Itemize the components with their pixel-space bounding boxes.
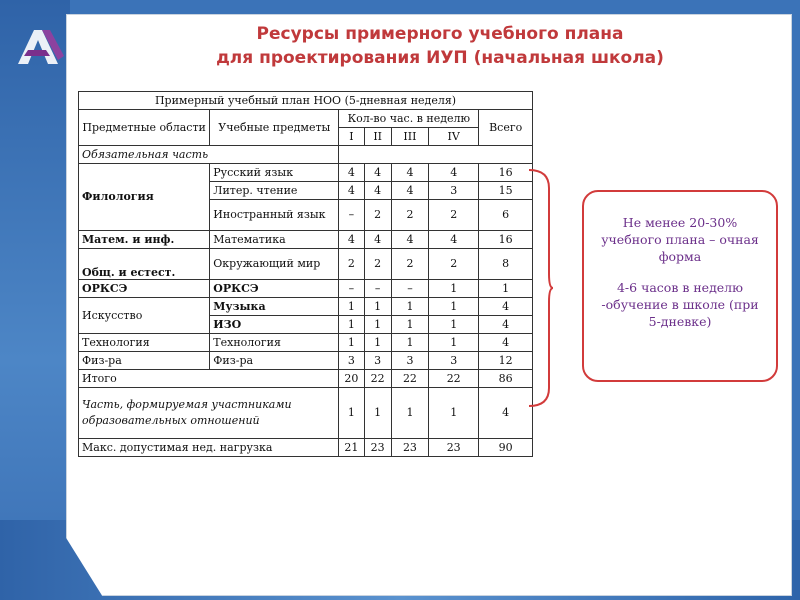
value-cell: – [339, 200, 364, 231]
value-cell: 2 [364, 200, 391, 231]
value-cell: 2 [429, 249, 479, 280]
value-cell: 1 [364, 388, 391, 439]
value-cell: 4 [429, 231, 479, 249]
value-cell: 1 [364, 298, 391, 316]
value-cell: 1 [429, 316, 479, 334]
value-cell: 1 [364, 334, 391, 352]
subject-cell: ИЗО [210, 316, 339, 334]
page-title [160, 22, 720, 70]
subject-cell: Иностранный язык [210, 200, 339, 231]
total-cell: 16 [479, 231, 533, 249]
subject-cell: Технология [210, 334, 339, 352]
subject-cell: Окружающий мир [210, 249, 339, 280]
table-row [79, 334, 533, 352]
value-cell: 1 [429, 388, 479, 439]
value-cell: 21 [339, 439, 364, 457]
value-cell: 4 [339, 182, 364, 200]
section-required-row [79, 146, 533, 164]
total-cell: 4 [479, 316, 533, 334]
header-total: Всего [479, 110, 533, 146]
table-row [79, 352, 533, 370]
value-cell: 2 [339, 249, 364, 280]
value-cell: 4 [391, 164, 428, 182]
value-cell: 1 [339, 334, 364, 352]
total-cell: 4 [479, 388, 533, 439]
total-cell: 90 [479, 439, 533, 457]
logo-icon [14, 26, 66, 66]
header-area: Предметные области [79, 110, 210, 146]
value-cell: 23 [364, 439, 391, 457]
value-cell: 23 [391, 439, 428, 457]
value-cell: 4 [364, 164, 391, 182]
total-cell: 12 [479, 352, 533, 370]
total-cell: 8 [479, 249, 533, 280]
note-text-2: 4-6 часов в неделю -обучение в школе (при 5-дневке) [601, 280, 759, 329]
total-cell: 6 [479, 200, 533, 231]
value-cell: 22 [429, 370, 479, 388]
value-cell: 3 [391, 352, 428, 370]
total-cell: 4 [479, 334, 533, 352]
value-cell: 1 [391, 298, 428, 316]
subject-cell: ОРКСЭ [210, 280, 339, 298]
subject-cell: Физ-ра [210, 352, 339, 370]
table-header-row [79, 110, 533, 128]
value-cell: 2 [429, 200, 479, 231]
elective-row [79, 388, 533, 439]
value-cell: 4 [364, 231, 391, 249]
note-callout [582, 190, 778, 382]
max-load-row [79, 439, 533, 457]
header-subject: Учебные предметы [210, 110, 339, 146]
area-pe: Физ-ра [79, 352, 210, 370]
value-cell: 1 [429, 298, 479, 316]
value-cell: 1 [339, 388, 364, 439]
table-row [79, 280, 533, 298]
total-cell: 1 [479, 280, 533, 298]
value-cell: 1 [339, 298, 364, 316]
table-row [79, 231, 533, 249]
total-cell: 15 [479, 182, 533, 200]
grade-header: I [339, 128, 364, 146]
value-cell: 2 [391, 200, 428, 231]
value-cell: 1 [391, 316, 428, 334]
value-cell: 1 [364, 316, 391, 334]
elective-label: Часть, формируемая участниками образовательных отношений [79, 388, 339, 439]
value-cell: 1 [391, 334, 428, 352]
value-cell: 23 [429, 439, 479, 457]
total-cell: 16 [479, 164, 533, 182]
value-cell: 3 [339, 352, 364, 370]
area-social: Общ. и естест. [79, 249, 210, 280]
subject-cell: Русский язык [210, 164, 339, 182]
area-philology: Филология [79, 164, 210, 231]
subject-cell: Литер. чтение [210, 182, 339, 200]
value-cell: 22 [364, 370, 391, 388]
table-row [79, 164, 533, 182]
table-row [79, 298, 533, 316]
value-cell: 4 [429, 164, 479, 182]
value-cell: 1 [339, 316, 364, 334]
value-cell: 1 [391, 388, 428, 439]
area-math: Матем. и инф. [79, 231, 210, 249]
value-cell: 2 [391, 249, 428, 280]
right-brace-icon [527, 168, 555, 408]
value-cell: 2 [364, 249, 391, 280]
value-cell: 4 [391, 231, 428, 249]
value-cell: 3 [364, 352, 391, 370]
total-cell: 4 [479, 298, 533, 316]
max-load-label: Макс. допустимая нед. нагрузка [79, 439, 339, 457]
total-label: Итого [79, 370, 339, 388]
area-art: Искусство [79, 298, 210, 334]
title-line-1: Ресурсы примерного учебного плана [256, 24, 624, 44]
value-cell: 3 [429, 352, 479, 370]
total-row [79, 370, 533, 388]
value-cell: 22 [391, 370, 428, 388]
table-caption-row [79, 92, 533, 110]
value-cell: 20 [339, 370, 364, 388]
grade-header: II [364, 128, 391, 146]
grade-header: IV [429, 128, 479, 146]
value-cell: 1 [429, 334, 479, 352]
subject-cell: Математика [210, 231, 339, 249]
section-required-label: Обязательная часть [79, 146, 339, 164]
value-cell: 1 [429, 280, 479, 298]
grade-header: III [391, 128, 428, 146]
total-cell: 86 [479, 370, 533, 388]
value-cell: – [364, 280, 391, 298]
title-line-2: для проектирования ИУП (начальная школа) [216, 48, 664, 68]
value-cell: 3 [429, 182, 479, 200]
curriculum-table [78, 91, 533, 457]
note-text-1: Не менее 20-30% учебного плана – очная форма [601, 215, 759, 264]
table-row [79, 249, 533, 280]
value-cell: – [339, 280, 364, 298]
value-cell: 4 [364, 182, 391, 200]
value-cell: – [391, 280, 428, 298]
value-cell: 4 [339, 231, 364, 249]
header-hours: Кол-во час. в неделю [339, 110, 479, 128]
area-orkse: ОРКСЭ [79, 280, 210, 298]
subject-cell: Музыка [210, 298, 339, 316]
area-tech: Технология [79, 334, 210, 352]
value-cell: 4 [339, 164, 364, 182]
value-cell: 4 [391, 182, 428, 200]
background-left-band [0, 0, 70, 600]
table-caption: Примерный учебный план НОО (5-дневная неделя) [79, 92, 533, 110]
